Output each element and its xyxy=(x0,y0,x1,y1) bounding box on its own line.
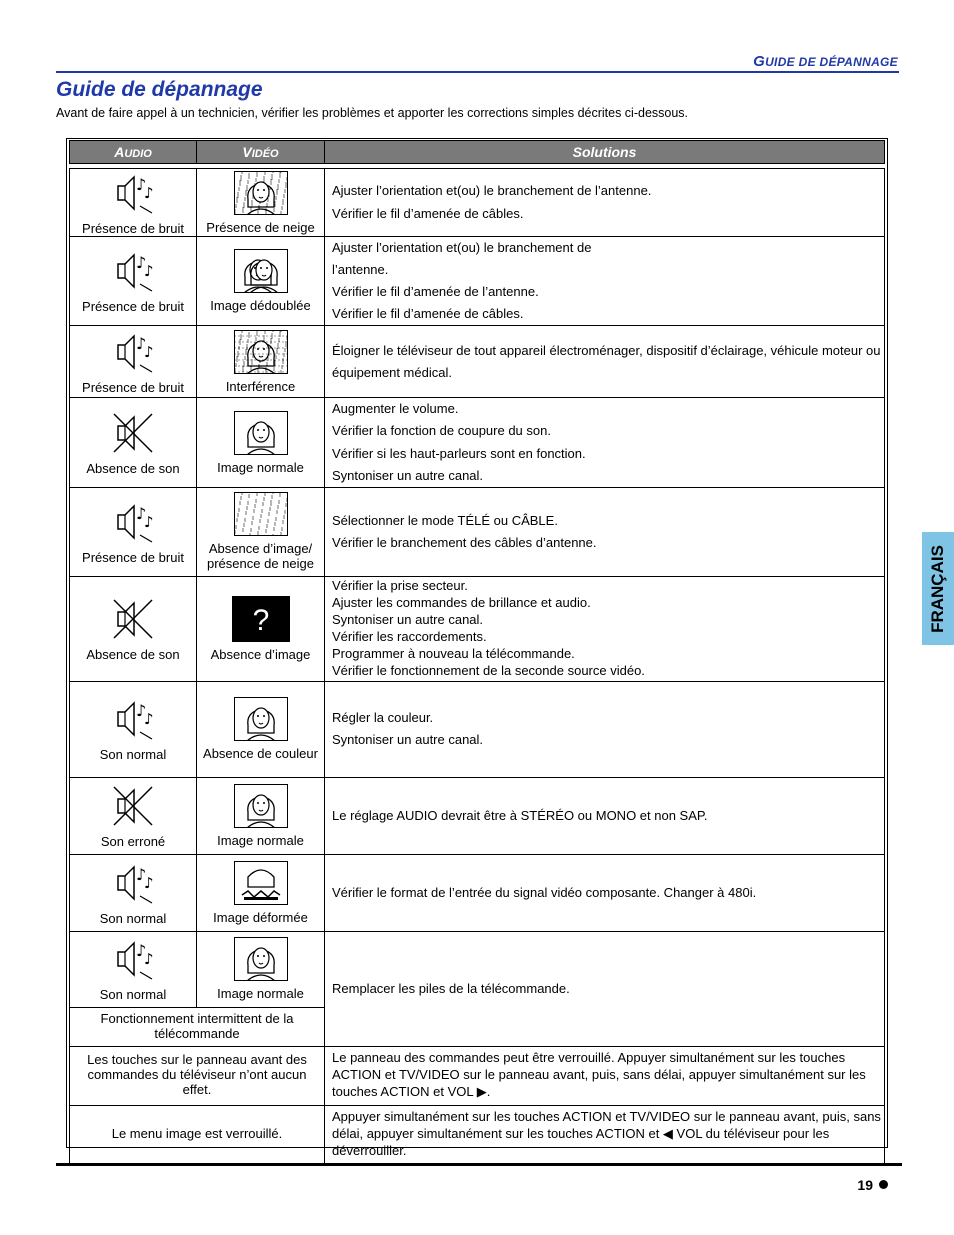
audio-symptom-cell xyxy=(70,777,197,854)
running-head xyxy=(753,53,898,70)
audio-symptom-cell-label: Présence de bruit xyxy=(82,220,184,236)
column-header-audio: AUDIO xyxy=(70,141,197,164)
speaker-muted-icon xyxy=(70,596,196,645)
svg-text:♪: ♪ xyxy=(136,941,147,961)
video-symptom-cell-label: Image normale xyxy=(217,986,304,1002)
ghost-picture-icon xyxy=(197,249,324,296)
audio-symptom-cell-label: Son normal xyxy=(99,910,167,926)
audio-symptom-cell-label: Présence de bruit xyxy=(82,549,184,565)
video-symptom-cell xyxy=(197,681,325,777)
audio-symptom-cell-label: Son erroné xyxy=(100,833,166,849)
solutions-cell xyxy=(325,398,885,487)
distorted-picture-icon xyxy=(197,861,324,908)
normal-picture-icon xyxy=(197,784,324,831)
video-symptom-cell-label: Absence d’image xyxy=(210,646,311,662)
video-symptom-cell xyxy=(197,237,325,326)
normal-picture-icon xyxy=(197,411,324,458)
audio-symptom-cell-label: Présence de bruit xyxy=(82,299,184,315)
speaker-notes-icon xyxy=(70,936,196,985)
svg-text:♪: ♪ xyxy=(144,342,154,361)
video-symptom-cell xyxy=(197,576,325,681)
table-row xyxy=(70,576,885,681)
solution-line: Syntoniser un autre canal. xyxy=(332,467,484,483)
svg-text:♪: ♪ xyxy=(144,710,154,729)
table-row xyxy=(70,326,885,398)
video-symptom-cell xyxy=(197,854,325,931)
speaker-notes-icon xyxy=(70,860,196,909)
table-row xyxy=(70,854,885,931)
table-row xyxy=(70,169,885,237)
svg-text:♪: ♪ xyxy=(136,701,147,721)
table-row xyxy=(70,1046,885,1105)
solution-line: Vérifier le branchement des câbles d’antenne. xyxy=(332,534,597,550)
audio-symptom-cell-label: Présence de bruit xyxy=(82,379,184,395)
speaker-notes-icon xyxy=(70,329,196,378)
svg-text:♪: ♪ xyxy=(136,503,147,523)
normal-picture-icon xyxy=(197,937,324,984)
svg-text:♪: ♪ xyxy=(136,333,147,353)
bullet-icon xyxy=(879,1180,888,1189)
video-symptom-cell xyxy=(197,169,325,237)
solution-line: Ajuster l’orientation et(ou) le branchement de xyxy=(332,240,592,255)
solution-line: Vérifier le fil d’amenée de l’antenne. xyxy=(332,284,539,300)
interference-picture-icon xyxy=(197,330,324,377)
video-symptom-cell-label: Interférence xyxy=(225,378,296,394)
svg-text:?: ? xyxy=(252,603,269,637)
solution-line: Syntoniser un autre canal. xyxy=(332,732,484,748)
svg-text:♪: ♪ xyxy=(144,873,154,892)
page-title: Guide de dépannage xyxy=(56,78,263,101)
solution-line: l’antenne. xyxy=(332,262,389,278)
table-row xyxy=(70,398,885,487)
combined-symptom-cell: Les touches sur le panneau avant des commandes du téléviseur n’ont aucun effet. xyxy=(70,1046,325,1105)
speaker-notes-icon xyxy=(70,499,196,548)
audio-symptom-cell xyxy=(70,681,197,777)
video-symptom-cell-label: Présence de neige xyxy=(206,219,315,235)
audio-symptom-cell xyxy=(70,487,197,576)
video-symptom-cell-label: Image normale xyxy=(217,459,304,475)
solutions-cell xyxy=(325,326,885,398)
language-tab-label: FRANÇAIS xyxy=(928,544,947,633)
svg-text:♪: ♪ xyxy=(144,512,154,531)
audio-symptom-cell-label: Absence de son xyxy=(86,646,180,662)
solutions-cell xyxy=(325,237,885,326)
solution-line: Le réglage AUDIO devrait être à STÉRÉO ou MONO et non SAP. xyxy=(332,807,708,823)
audio-symptom-cell xyxy=(70,398,197,487)
speaker-notes-icon xyxy=(70,248,196,297)
question-mark-icon xyxy=(197,596,324,645)
solution-line: Appuyer simultanément sur les touches ACTION et TV/VIDEO sur le panneau avant, puis, sans délai, appuyer simultanément sur les touches ACTION et ◀ VOL du téléviseur pour les déverrouiller. xyxy=(332,1109,881,1159)
video-symptom-cell-label: Absence de couleur xyxy=(203,746,318,762)
audio-symptom-cell xyxy=(70,931,197,1007)
speaker-notes-icon xyxy=(70,170,196,219)
language-tab xyxy=(922,532,954,645)
audio-symptom-cell xyxy=(70,326,197,398)
page-number: 19 xyxy=(857,1177,888,1193)
solution-line: Vérifier le fil d’amenée de câbles. xyxy=(332,306,524,322)
solutions-cell xyxy=(325,777,885,854)
audio-symptom-cell-label: Absence de son xyxy=(86,460,180,476)
table-row xyxy=(70,777,885,854)
running-head-initial: G xyxy=(753,53,766,70)
speaker-notes-icon xyxy=(70,696,196,745)
solution-line: Programmer à nouveau la télécommande. xyxy=(332,645,575,661)
solution-line: Vérifier le fonctionnement de la seconde source vidéo. xyxy=(332,662,645,678)
solutions-cell xyxy=(325,576,885,681)
solutions-cell xyxy=(325,169,885,237)
solution-line: Ajuster l’orientation et(ou) le branchement de l’antenne. xyxy=(332,183,652,199)
footer-rule xyxy=(56,1163,902,1166)
solutions-cell xyxy=(325,681,885,777)
svg-text:♪: ♪ xyxy=(144,183,154,202)
audio-symptom-cell-label: Son normal xyxy=(99,987,167,1003)
solution-line: Le panneau des commandes peut être verrouillé. Appuyer simultanément sur les touches ACTION et TV/VIDEO sur le panneau avant, puis, sans délai, appuyer simultanément sur les touches ACTION et VOL ▶. xyxy=(332,1050,866,1100)
solution-line: Sélectionner le mode TÉLÉ ou CÂBLE. xyxy=(332,512,558,528)
troubleshooting-table xyxy=(69,140,885,1165)
solutions-cell xyxy=(325,1046,885,1105)
solution-line: Vérifier le fil d’amenée de câbles. xyxy=(332,205,524,221)
solution-line: Remplacer les piles de la télécommande. xyxy=(332,980,570,996)
table-row xyxy=(70,487,885,576)
intro-text: Avant de faire appel à un technicien, vérifier les problèmes et apporter les corrections simples décrites ci-dessous. xyxy=(56,106,689,120)
solution-line: Éloigner le téléviseur de tout appareil électroménager, dispositif d’éclairage, véhicule moteur ou équipement médical. xyxy=(332,342,881,380)
svg-text:♪: ♪ xyxy=(136,253,147,273)
combined-symptom-cell: Fonctionnement intermittent de la télécommande xyxy=(70,1007,325,1046)
video-symptom-cell xyxy=(197,931,325,1007)
column-header-video: VIDÉO xyxy=(197,141,325,164)
combined-symptom-cell: Le menu image est verrouillé. xyxy=(70,1105,325,1164)
solution-line: Augmenter le volume. xyxy=(332,401,459,417)
svg-text:♪: ♪ xyxy=(144,262,154,281)
svg-text:♪: ♪ xyxy=(136,174,147,194)
solution-line: Ajuster les commandes de brillance et audio. xyxy=(332,594,591,610)
solution-line: Vérifier les raccordements. xyxy=(332,628,487,644)
normal-picture-icon xyxy=(197,697,324,744)
table-header-row xyxy=(70,141,885,164)
solution-line: Vérifier la fonction de coupure du son. xyxy=(332,423,551,439)
solution-line: Vérifier la prise secteur. xyxy=(332,578,468,594)
audio-symptom-cell xyxy=(70,854,197,931)
table-row xyxy=(70,681,885,777)
table-row xyxy=(70,1105,885,1164)
video-symptom-cell xyxy=(197,326,325,398)
solutions-cell xyxy=(325,487,885,576)
snow-only-icon xyxy=(197,492,324,539)
audio-symptom-cell xyxy=(70,169,197,237)
svg-text:♪: ♪ xyxy=(136,864,147,884)
table-row xyxy=(70,931,885,1007)
table-row xyxy=(70,237,885,326)
audio-symptom-cell xyxy=(70,576,197,681)
video-symptom-cell-label: Image normale xyxy=(217,832,304,848)
snowy-picture-icon xyxy=(197,171,324,218)
audio-symptom-cell-label: Son normal xyxy=(99,747,167,763)
video-symptom-cell xyxy=(197,398,325,487)
video-symptom-cell-label: Image déformée xyxy=(213,909,308,925)
solution-line: Vérifier le format de l’entrée du signal vidéo composante. Changer à 480i. xyxy=(332,884,757,900)
video-symptom-cell-label: Absence d’image/ présence de neige xyxy=(207,541,314,572)
solutions-cell xyxy=(325,854,885,931)
solution-line: Syntoniser un autre canal. xyxy=(332,611,484,627)
column-header-solutions: Solutions xyxy=(325,141,885,164)
speaker-muted-icon xyxy=(70,783,196,832)
solutions-cell xyxy=(325,1105,885,1164)
running-head-rest: UIDE DE DÉPANNAGE xyxy=(765,55,898,69)
solution-line: Régler la couleur. xyxy=(332,710,434,726)
solutions-cell xyxy=(325,931,885,1046)
solution-line: Vérifier si les haut-parleurs sont en fonction. xyxy=(332,445,586,461)
audio-symptom-cell xyxy=(70,237,197,326)
video-symptom-cell xyxy=(197,487,325,576)
video-symptom-cell-label: Image dédoublée xyxy=(210,298,311,314)
video-symptom-cell xyxy=(197,777,325,854)
speaker-muted-icon xyxy=(70,410,196,459)
header-rule xyxy=(56,71,899,73)
svg-text:♪: ♪ xyxy=(144,950,154,969)
